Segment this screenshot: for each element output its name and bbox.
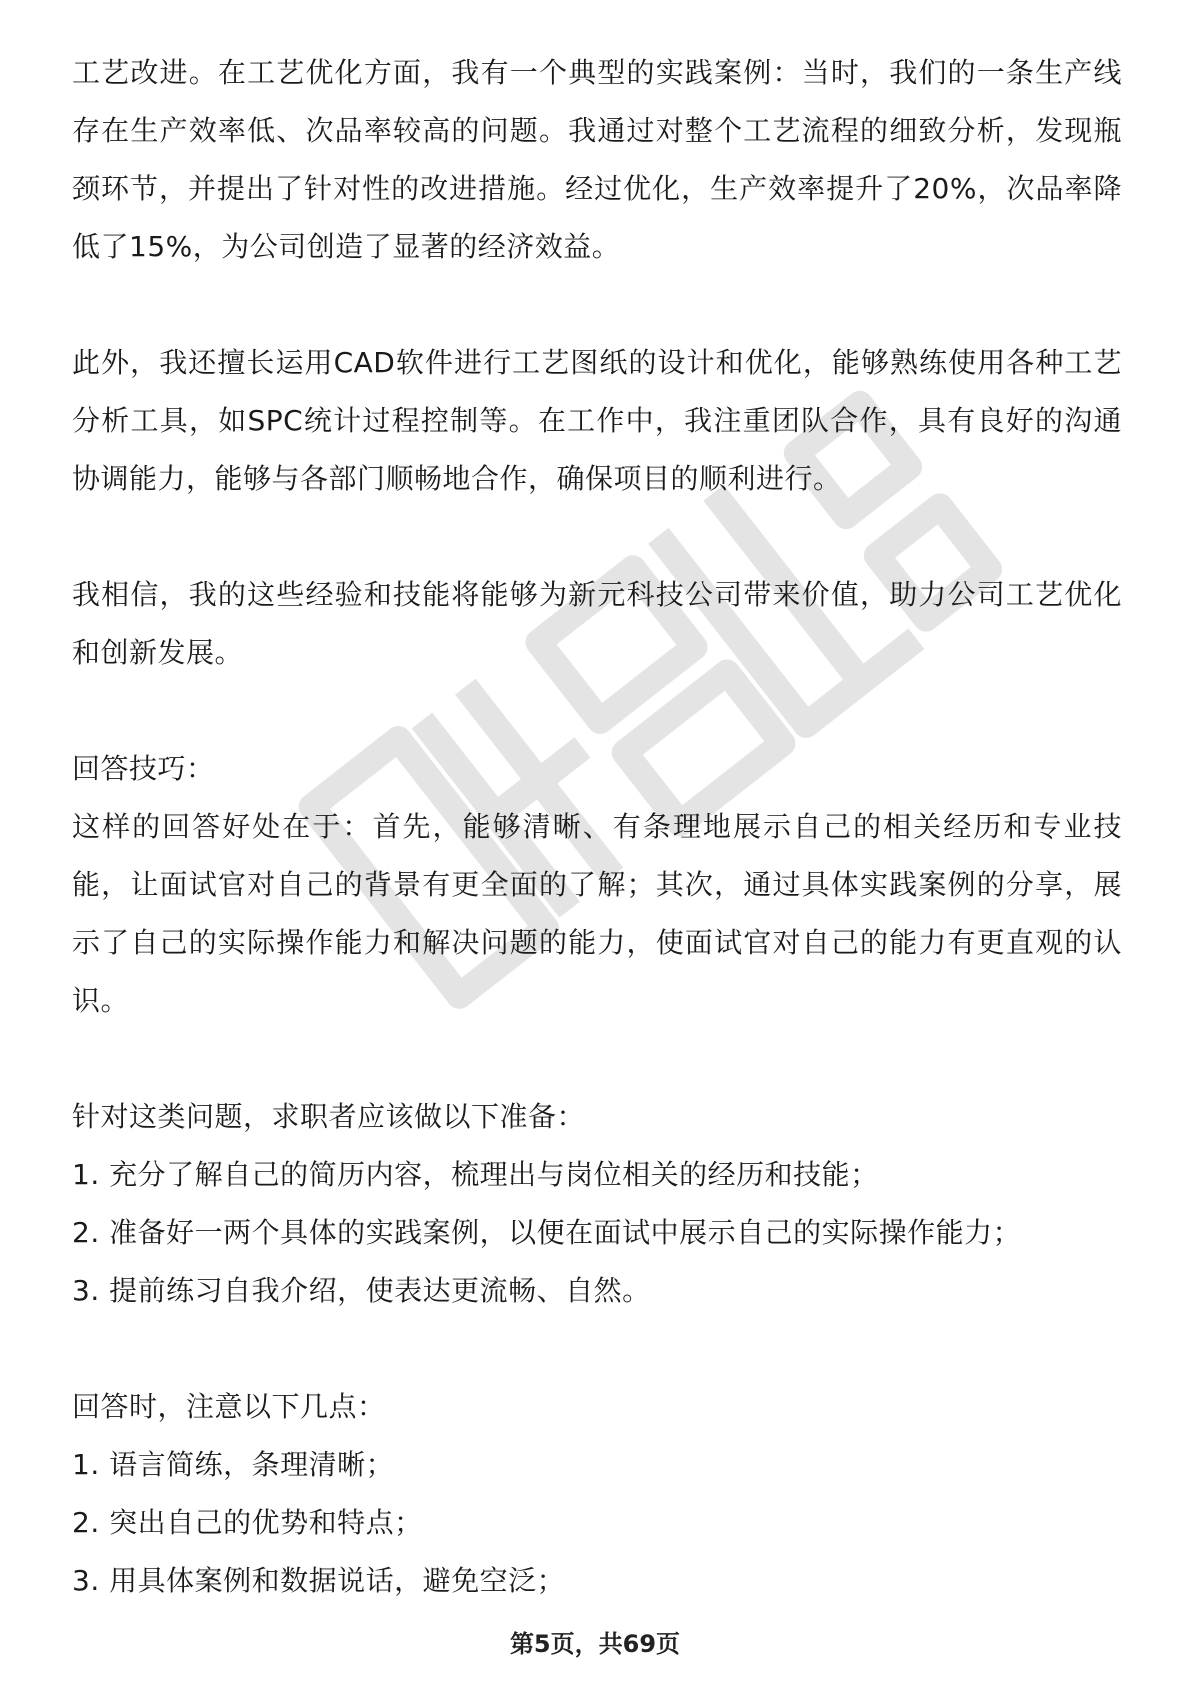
paragraph-process-improvement: 工艺改进。在工艺优化方面，我有一个典型的实践案例：当时，我们的一条生产线存在生产效率低、次品率较高的问题。我通过对整个工艺流程的细致分析，发现瓶颈环节，并提出了针对性的改进措施。经过优化，生产效率提升了20%，次品率降低了15%，为公司创造了显著的经济效益。 [72, 56, 1122, 263]
notes-item: 1. 语言简练，条理清晰； [72, 1448, 395, 1481]
notes-heading: 回答时，注意以下几点： [72, 1390, 386, 1423]
tips-body: 这样的回答好处在于：首先，能够清晰、有条理地展示自己的相关经历和专业技能，让面试官对自己的背景有更全面的了解；其次，通过具体实践案例的分享，展示了自己的实际操作能力和解决问题的能力，使面试官对自己的能力有更直观的认识。 [72, 810, 1122, 1017]
notes-item: 2. 突出自己的优势和特点； [72, 1506, 423, 1539]
page-number-footer: 第5页，共69页 [509, 1630, 681, 1658]
prep-item: 3. 提前练习自我介绍，使表达更流畅、自然。 [72, 1274, 651, 1307]
paragraph-conclusion: 我相信，我的这些经验和技能将能够为新元科技公司带来价值，助力公司工艺优化和创新发展。 [72, 578, 1122, 669]
prep-item: 2. 准备好一两个具体的实践案例，以便在面试中展示自己的实际操作能力； [72, 1216, 1022, 1249]
notes-item: 3. 用具体案例和数据说话，避免空泛； [72, 1564, 566, 1597]
prep-item: 1. 充分了解自己的简历内容，梳理出与岗位相关的经历和技能； [72, 1158, 879, 1191]
page-content [72, 44, 1122, 1610]
tips-heading: 回答技巧： [72, 752, 215, 785]
paragraph-skills: 此外，我还擅长运用CAD软件进行工艺图纸的设计和优化，能够熟练使用各种工艺分析工具，如SPC统计过程控制等。在工作中，我注重团队合作，具有良好的沟通协调能力，能够与各部门顺畅地合作，确保项目的顺利进行。 [72, 346, 1122, 495]
prep-heading: 针对这类问题，求职者应该做以下准备： [72, 1100, 586, 1133]
